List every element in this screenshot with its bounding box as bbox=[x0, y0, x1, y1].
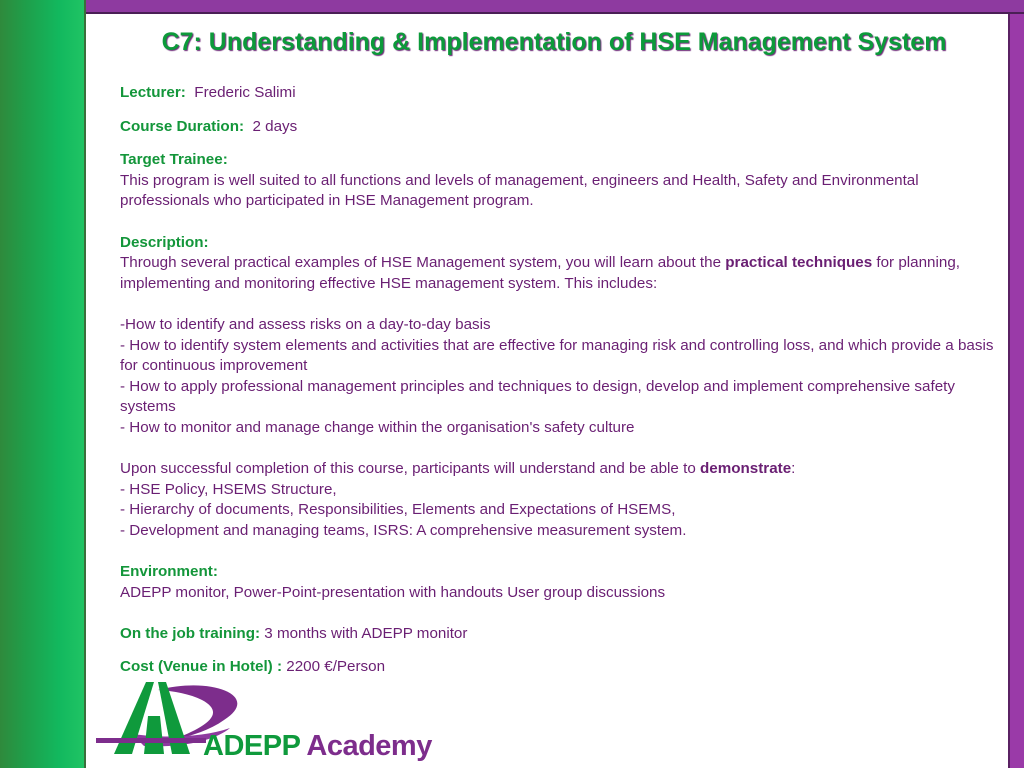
page-title: C7: Understanding & Implementation of HSE Management System bbox=[161, 28, 947, 56]
logo-wordmark bbox=[203, 730, 432, 763]
cost-label: Cost (Venue in Hotel) : bbox=[120, 658, 283, 676]
lecturer-line bbox=[120, 83, 996, 104]
target-text: This program is well suited to all functions and levels of management, engineers and Health, Safety and Environmental professionals who participated in HSE Management program. bbox=[120, 171, 919, 210]
left-divider bbox=[84, 0, 86, 768]
outcome-item: - Development and managing teams, ISRS: A comprehensive measurement system. bbox=[120, 521, 687, 539]
cost-line bbox=[120, 657, 996, 678]
highlight-demonstrate: demonstrate bbox=[700, 460, 792, 478]
description-intro: Through several practical examples of HSE Management system, you will learn about the practical techniques for planning, implementing and monitoring effective HSE management system. This includes: bbox=[120, 254, 960, 292]
top-purple-band bbox=[86, 0, 1024, 12]
logo-word-academy: Academy bbox=[306, 730, 432, 762]
description-item: - How to monitor and manage change within the organisation's safety culture bbox=[120, 418, 635, 436]
duration-label: Course Duration: bbox=[120, 117, 245, 135]
highlight-practical-techniques: practical techniques bbox=[725, 254, 873, 272]
logo-word-adepp: ADEPP bbox=[203, 730, 300, 762]
training-line bbox=[120, 624, 996, 645]
target-label: Target Trainee: bbox=[120, 151, 228, 169]
outcome-item: - HSE Policy, HSEMS Structure, bbox=[120, 480, 337, 498]
description-item: - How to apply professional management principles and techniques to design, develop and implement comprehensive safety systems bbox=[120, 377, 955, 416]
environment-label: Environment: bbox=[120, 563, 218, 581]
outcome-item: - Hierarchy of documents, Responsibilities, Elements and Expectations of HSEMS, bbox=[120, 501, 676, 519]
lecturer-label: Lecturer: bbox=[120, 84, 186, 101]
cost-value: 2200 €/Person bbox=[286, 658, 386, 676]
description-item: - How to identify system elements and activities that are effective for managing risk and controlling loss, and which provide a basis for continuous improvement bbox=[120, 336, 994, 375]
description-item: -How to identify and assess risks on a day-to-day basis bbox=[120, 315, 491, 333]
course-details bbox=[120, 83, 996, 678]
training-label: On the job training: bbox=[120, 624, 261, 642]
duration-line bbox=[120, 117, 996, 138]
duration-value: 2 days bbox=[252, 117, 298, 135]
description-label: Description: bbox=[120, 233, 209, 251]
lecturer-value: Frederic Salimi bbox=[194, 84, 296, 101]
logo-a-center bbox=[144, 716, 164, 754]
outcome-intro: Upon successful completion of this course, participants will understand and be able to demonstrate: bbox=[120, 460, 796, 478]
top-divider bbox=[86, 12, 1024, 14]
right-purple-band bbox=[1010, 14, 1024, 768]
training-value: 3 months with ADEPP monitor bbox=[264, 624, 468, 642]
environment-text: ADEPP monitor, Power-Point-presentation with handouts User group discussions bbox=[120, 583, 666, 601]
left-green-band bbox=[0, 0, 84, 768]
